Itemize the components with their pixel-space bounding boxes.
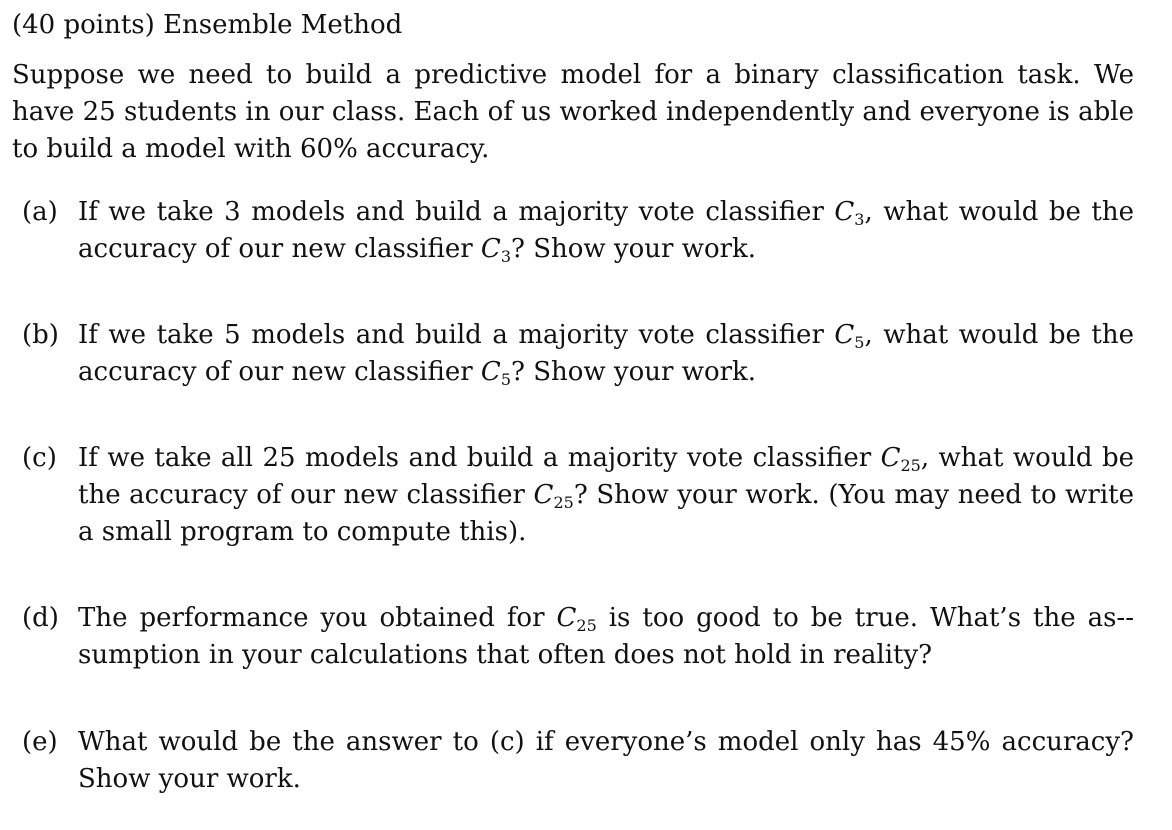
classifier-subscript: 3 — [854, 210, 865, 229]
question-label: (e) — [22, 727, 58, 757]
classifier-symbol — [834, 197, 864, 227]
classifier-letter: C — [480, 234, 501, 264]
question-text-part: , what would be the accuracy of our new classifier — [78, 197, 1134, 264]
classifier-symbol — [481, 234, 511, 264]
classifier-symbol — [534, 480, 574, 510]
problem-heading — [12, 8, 402, 42]
points-label: (40 points) — [12, 10, 155, 40]
question-text-part: , what would be the accuracy of our new classifier — [78, 443, 1135, 510]
classifier-letter: C — [834, 197, 855, 227]
classifier-subscript: 5 — [854, 333, 865, 352]
classifier-letter: C — [880, 443, 901, 473]
problem-intro: Suppose we need to build a predictive model for a binary classification task. We have 25 students in our class. Each of us worked independently and everyone is able to build a model with 60% accuracy. — [12, 60, 1134, 164]
question-text-part: ? Show your work. — [511, 357, 757, 387]
question-text — [78, 317, 1134, 391]
classifier-symbol — [881, 443, 921, 473]
question-text — [78, 194, 1134, 268]
question-b — [12, 317, 1134, 391]
question-text-part: What would be the answer to (c) if everyone’s model only has 45% accuracy? Show your work. — [78, 727, 1134, 794]
classifier-subscript: 25 — [576, 616, 597, 635]
classifier-letter: C — [556, 603, 577, 633]
question-text-part: The performance you obtained for — [78, 603, 557, 633]
question-text-part: If we take all 25 models and build a majority vote classifier — [78, 443, 881, 473]
classifier-symbol — [834, 320, 864, 350]
question-e — [12, 724, 1134, 798]
question-text-part: , what would be the accuracy of our new classifier — [78, 320, 1134, 387]
question-text-part: is too good to be true. What’s the as-sumption in your calculations that often does not hold in reality? — [78, 603, 1134, 670]
question-text-part: ? Show your work. — [511, 234, 757, 264]
question-d — [12, 600, 1134, 674]
question-text — [78, 440, 1134, 551]
classifier-symbol — [481, 357, 511, 387]
classifier-subscript: 5 — [500, 370, 511, 389]
problem-title: Ensemble Method — [163, 10, 403, 40]
classifier-letter: C — [533, 480, 554, 510]
question-label: (a) — [22, 197, 58, 227]
question-label: (c) — [22, 443, 57, 473]
question-text-part: If we take 3 models and build a majority vote classifier — [78, 197, 835, 227]
question-label: (b) — [22, 320, 59, 350]
classifier-subscript: 25 — [553, 493, 574, 512]
question-text-part: ? Show your work. (You may need to write a small program to compute this). — [78, 480, 1134, 547]
classifier-subscript: 3 — [500, 247, 511, 266]
question-a — [12, 194, 1134, 268]
question-text — [78, 724, 1134, 798]
classifier-symbol — [557, 603, 597, 633]
question-label: (d) — [22, 603, 59, 633]
question-c — [12, 440, 1134, 551]
classifier-letter: C — [480, 357, 501, 387]
classifier-subscript: 25 — [900, 456, 921, 475]
classifier-letter: C — [834, 320, 855, 350]
question-text — [78, 600, 1134, 674]
question-text-part: If we take 5 models and build a majority vote classifier — [78, 320, 835, 350]
